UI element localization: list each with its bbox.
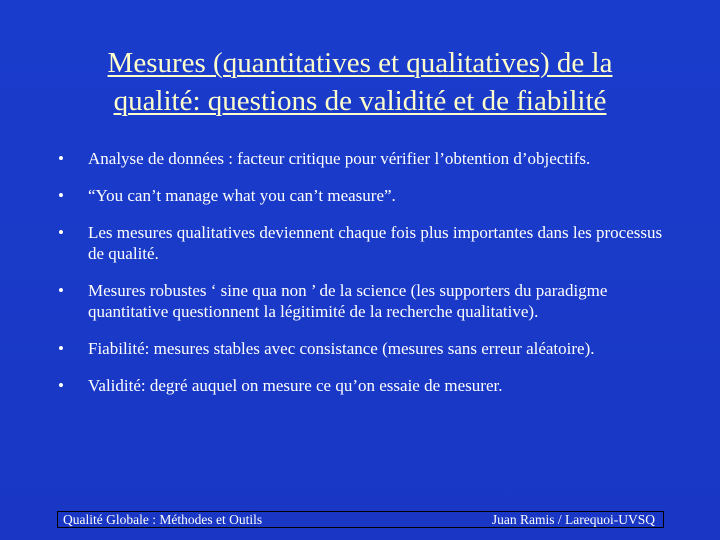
slide-footer xyxy=(57,511,664,528)
bullet-item xyxy=(56,222,666,264)
bullet-text: Analyse de données : facteur critique pour vérifier l’obtention d’objectifs. xyxy=(88,149,591,168)
bullet-icon: • xyxy=(58,186,64,205)
bullet-list xyxy=(56,148,666,412)
bullet-item xyxy=(56,338,666,359)
bullet-icon: • xyxy=(58,376,64,395)
slide-title xyxy=(40,44,680,120)
bullet-icon: • xyxy=(58,281,64,300)
footer-course-title: Qualité Globale : Méthodes et Outils xyxy=(63,512,263,527)
bullet-text: Fiabilité: mesures stables avec consistance (mesures sans erreur aléatoire). xyxy=(88,339,595,358)
slide-title-line-1: Mesures (quantitatives et qualitatives) de la xyxy=(107,47,613,79)
footer-author: Juan Ramis / Larequoi-UVSQ xyxy=(491,512,655,527)
bullet-text: Mesures robustes ‘ sine qua non ’ de la science (les supporters du paradigme quantitative questionnent la légitimité de la recherche qualitative). xyxy=(88,281,608,321)
bullet-text: “You can’t manage what you can’t measure”. xyxy=(88,186,396,205)
bullet-icon: • xyxy=(58,339,64,358)
bullet-item xyxy=(56,148,666,169)
bullet-text: Validité: degré auquel on mesure ce qu’on essaie de mesurer. xyxy=(88,376,503,395)
bullet-text: Les mesures qualitatives deviennent chaque fois plus importantes dans les processus de qualité. xyxy=(88,223,663,263)
bullet-icon: • xyxy=(58,149,64,168)
bullet-item xyxy=(56,375,666,396)
bullet-icon: • xyxy=(58,223,64,242)
slide-title-line-2: qualité: questions de validité et de fiabilité xyxy=(113,85,607,117)
bullet-item xyxy=(56,185,666,206)
bullet-item xyxy=(56,280,666,322)
